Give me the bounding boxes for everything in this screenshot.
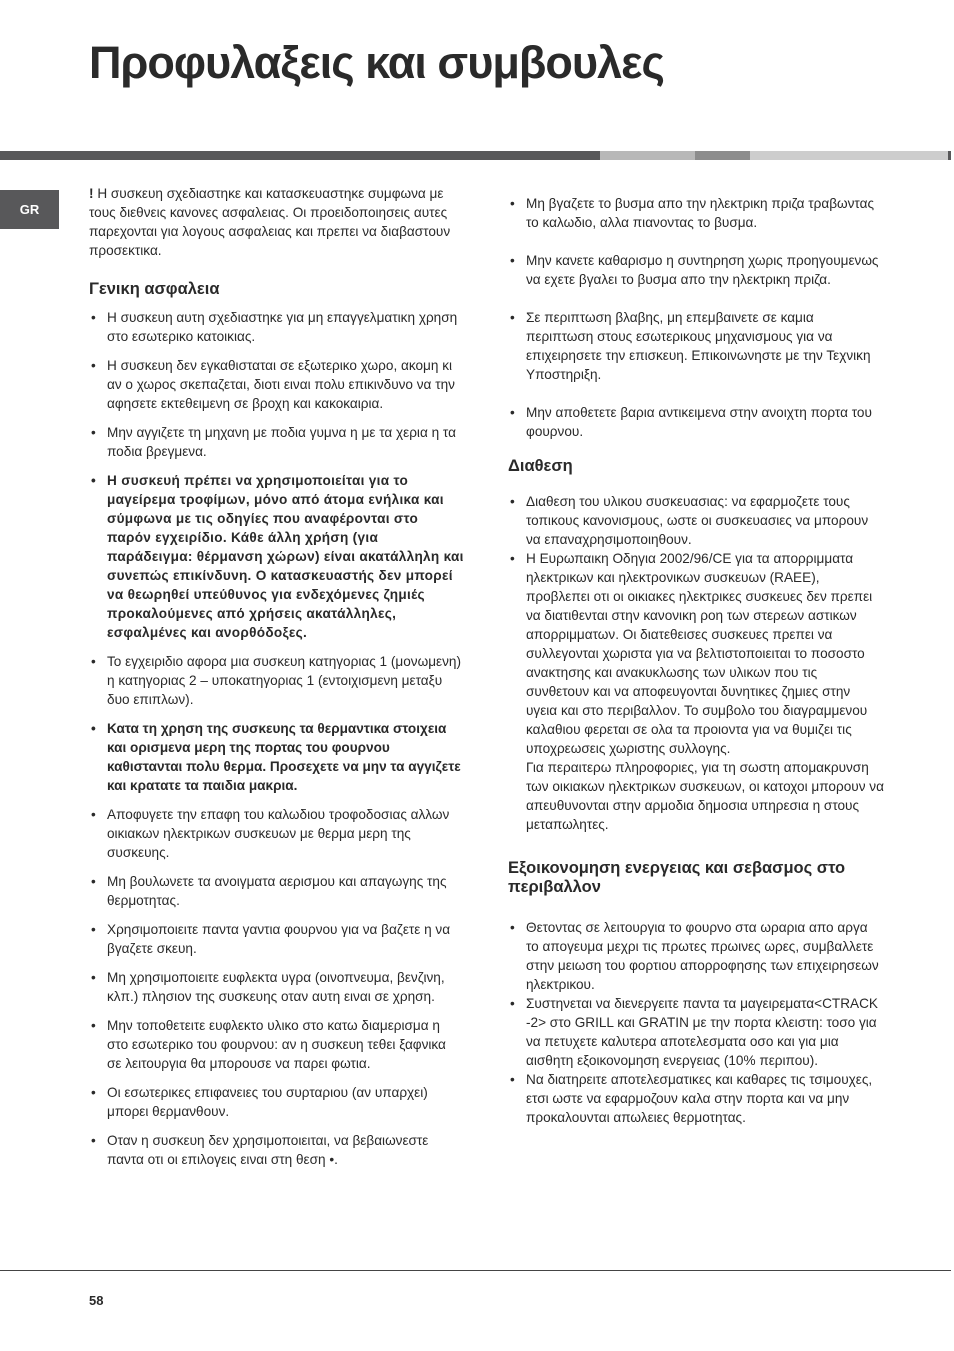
general-safety-list [89,308,464,1169]
list-item: • Αποφυγετε την επαφη του καλωδιου τροφοδοσιας αλλων οικιακων ηλεκτρικων συσκευων με θερμα μερη της συσκευης. [89,805,464,862]
list-item-continuation: Για περαιτερω πληροφοριες, για τη σωστη απομακρυνση των οικιακων ηλεκτρικων συσκευων, οι κατοχοι μπορουν να απευθυνονται στην αρμοδια δημοσια υπηρεσια η στους μεταπωλητες. [526,760,884,832]
left-column [89,184,464,1179]
safety-list-continued [508,194,884,441]
list-item-text: Η Ευρωπαικη Οδηγια 2002/96/CE για τα απορριμματα ηλεκτρικων και ηλεκτρονικων συσκευων (RAEE), προβλεπει οτι οι οικιακες ηλεκτρικες συσκευες δεν πρεπει να διατιθενται στην κανονικη ροη των στερεων αστικων απορριμματων. Οι διατεθεισες συσκευες πρεπει να συλλεγονται χωριστα για να βελτιστοποιειται το ποσοστο ανακτησης και ανακυκλωσης των υλικων που τις συνθετουν και να αποφευγονται δυνητικες ζημιες στην υγεια και στο περιβαλλον. Το συμβολο του διαγραμμενου καλαθιου φερεται σε ολα τα προιοντα για να θυμιζει τις υποχρεωσεις χωριστης συλλογης. [526,551,873,756]
list-item: • Κατα τη χρηση της συσκευης τα θερμαντικα στοιχεια και ορισμενα μερη της πορτας του φουρνου καθιστανται πολυ θερμα. Προσεχετε να μην τα αγγιζετε και κρατατε τα παιδια μακρια. [89,719,464,795]
page-number: 58 [89,1293,104,1308]
energy-list [508,918,884,1127]
energy-heading: Εξοικονομηση ενεργειας και σεβασμος στο περιβαλλον [508,859,846,896]
list-item: • Συστηνεται να διενεργειτε παντα τα μαγειρεματα<CTRACK -2> στο GRILL και GRATIN με την πορτα κλειστη: τοσο για να πετυχετε καλυτερα αποτελεσματα οσο και για μια αισθητη εξοικονομηση ενεργειας (10% περιπου). [508,994,884,1070]
list-item: • Μη χρησιμοποιειτε ευφλεκτα υγρα (οινοπνευμα, βενζινη, κλπ.) πλησιον της συσκευης οταν αυτη ειναι σε χρηση. [89,968,464,1006]
header-bar-light [600,151,695,160]
list-item: • Η συσκευη αυτη σχεδιαστηκε για μη επαγγελματικη χρηση στο εσωτερικο κατοικιας. [89,308,464,346]
language-tab: GR [0,190,59,229]
list-item: • Το εγχειριδιο αφορα μια συσκευη κατηγοριας 1 (μονωμενη) η κατηγοριας 2 – υποκατηγοριας 1 (εντοιχισμενη μεταξυ δυο επιπλων). [89,652,464,709]
list-item: • Μην κανετε καθαρισμο η συντηρηση χωρις προηγουμενως να εχετε βγαλει το βυσμα απο την ηλεκτρικη πριζα. [508,251,884,289]
list-item: • Οι εσωτερικες επιφανειες του συρταριου (αν υπαρχει) μπορει θερμανθουν. [89,1083,464,1121]
list-item: • Η συσκευη δεν εγκαθισταται σε εξωτερικο χωρο, ακομη κι αν ο χωρος σκεπαζεται, διοτι ειναι πολυ επικινδυνο να την αφησετε εκτεθειμενη σε βροχη και κακοκαιρια. [89,356,464,413]
header-bar-cap [948,151,951,160]
list-item: • Να διατηρειτε αποτελεσματικες και καθαρες τις τσιμουχες, ετσι ωστε να εφαρμοζουν καλα στην πορτα και να μην προκαλουνται απωλειες θερμοτητας. [508,1070,884,1127]
right-column [508,194,884,1127]
header-bar-dark [0,151,600,160]
list-item: • Μη βουλωνετε τα ανοιγματα αερισμου και απαγωγης της θερμοτητας. [89,872,464,910]
list-item [508,549,884,834]
general-safety-heading: Γενικη ασφαλεια [89,280,220,298]
list-item: • Μην τοποθετειτε ευφλεκτο υλικο στο κατω διαμερισμα η στο εσωτερικο του φουρνου: αν η συσκευη τεθει ξαφνικα σε λειτουργια θα μπορουσε να παρει φωτια. [89,1016,464,1073]
page-title: Προφυλαξεις και συμβουλες [89,37,664,88]
list-item: • Διαθεση του υλικου συσκευασιας: να εφαρμοζετε τους τοπικους κανονισμους, ωστε οι συσκευασιες να μπορουν να επαναχρησιμοποιηθουν. [508,492,884,549]
list-item: • Θετοντας σε λειτουργια το φουρνο στα ωραρια απο αργα το απογευμα μεχρι τις πρωτες πρωινες ωρες, συμβαλλετε στην μειωση του φορτιου απορροφησης των επιχειρησεων ηλεκτρικου. [508,918,884,994]
warning-mark: ! [89,186,94,201]
list-item: • Η συσκευή πρέπει να χρησιμοποιείται για το μαγείρεμα τροφίμων, μόνο από άτομα ενήλικα και σύμφωνα με τις οδηγίες που αναφέρονται στο παρόν εγχειρίδιο. Κάθε άλλη χρήση (για παράδειγμα: θέρμανση χώρων) είναι ακατάλληλη και συνεπώς επικίνδυνη. Ο κατασκευαστής δεν μπορεί να θεωρηθεί υπεύθυνος για ενδεχόμενες ζημιές προκαλούμενες από χρήσεις ακατάλληλες, εσφαλμένες και ανορθόδοξες. [89,471,464,642]
list-item: • Μην αποθετετε βαρια αντικειμενα στην ανοιχτη πορτα του φουρνου. [508,403,884,441]
list-item: • Μη βγαζετε το βυσμα απο την ηλεκτρικη πριζα τραβωντας το καλωδιο, αλλα πιανοντας το βυσμα. [508,194,884,232]
intro-text: Η συσκευη σχεδιαστηκε και κατασκευαστηκε συμφωνα με τους διεθνεις κανονες ασφαλειας. Οι προειδοποιησεις αυτες παρεχονται για λογους ασφαλειας και πρεπει να διαβαστουν προσεκτικα. [89,186,451,258]
footer-rule [0,1270,951,1271]
disposal-list [508,492,884,834]
list-item: • Οταν η συσκευη δεν χρησιμοποιειται, να βεβαιωνεστε παντα οτι οι επιλογεις ειναι στη θεση •. [89,1131,464,1169]
list-item: • Μην αγγιζετε τη μηχανη με ποδια γυμνα η με τα χερια η τα ποδια βρεγμενα. [89,423,464,461]
disposal-heading: Διαθεση [508,457,573,475]
list-item: • Σε περιπτωση βλαβης, μη επεμβαινετε σε καμια περιπτωση στους εσωτερικους μηχανισμους για να επιχειρησετε την επισκευη. Επικοινωνηστε με την Τεχνικη Υποστηριξη. [508,308,884,384]
list-item: • Χρησιμοποιειτε παντα γαντια φουρνου για να βαζετε η να βγαζετε σκευη. [89,920,464,958]
header-bar-mid [695,151,750,160]
header-bar-light-end [750,151,948,160]
intro-paragraph [89,184,464,260]
